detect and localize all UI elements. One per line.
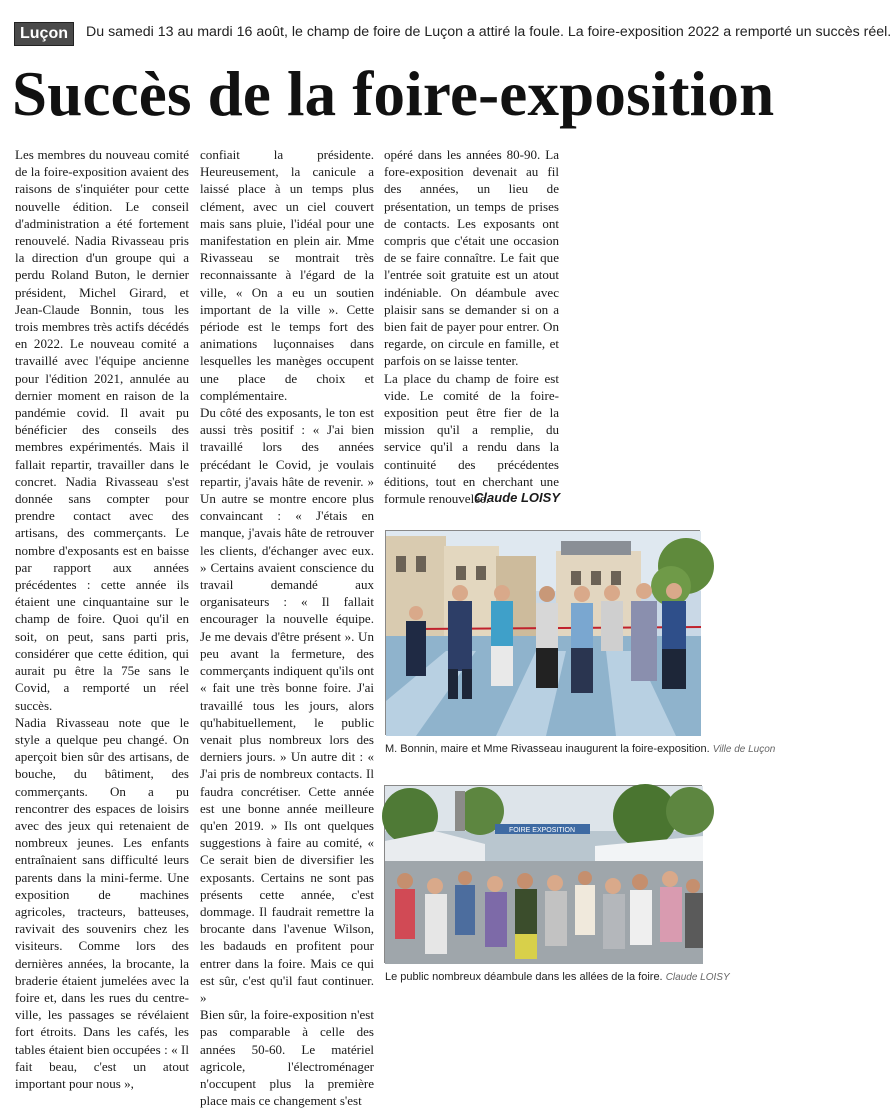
paragraph: opéré dans les années 80-90. La fore-exposition devenait au fil des années, un lieu de présentation, un temps de prises de contacts. Les exposants ont compris que c'était une occasion de se faire connaître. Le fait que l'entrée soit gratuite est un atout indéniable. On déambule avec plaisir sans se demander si on a bien fait de payer pour entrer. On regarde, on circule en famille, et parfois on se laisse tenter. — [384, 147, 559, 369]
paragraph: Du côté des exposants, le ton est aussi très positif : « J'ai bien travaillé lors des années précédant le Covid, je voulais repartir, j'avais hâte de revenir. » Un autre se montre encore plus convaincant : « J'étais en manque, j'avais hâte de retrouver les clients, d'échanger avec eux. » Certains avaient conscience du travail demandé aux organisateurs : « Il fallait encourager la nouvelle équipe. Je me devais d'être présent ». Un peu avant la fermeture, des commerçants indiquent qu'ils ont « fait une très bonne foire. J'ai travaillé tous les jours, alors qu'habituellement, le public venait plus nombreux lors des derniers jours. » Un autre dit : « J'ai pris de nombreux contacts. Il faudra concrétiser. Cette année est une bonne année meilleure qu'en 2019. » Ils ont quelques suggestions à faire au comité, « Ce serait bien de diversifier les exposants. Certains ne sont pas présents cette année, c'est dommage. Il faudrait remettre la brocante dans l'avenue Wilson, les badauds en profitent pour entrer dans la foire. Mais ce qui est sûr, c'est qu'il faut continuer. » — [200, 405, 374, 1005]
photo-crowd — [384, 785, 702, 963]
photo-inauguration-image — [386, 531, 701, 736]
caption-text: M. Bonnin, maire et Mme Rivasseau inaugurent la foire-exposition. — [385, 743, 710, 755]
headline: Succès de la foire-exposition — [12, 59, 775, 129]
paragraph: confiait la présidente. Heureusement, la canicule a laissé place à un temps plus clément, avec un ciel couvert mais sans pluie, l'idéal pour une manifestation en plein air. Mme Rivasseau se montrait très reconnaissante à l'égard de la ville, « On a eu un soutien important de la ville ». Cette période est le temps fort des animations luçonnaises dans lesquelles les manèges occupent une place de choix et complémentaire. — [200, 147, 374, 403]
paragraph: Les membres du nouveau comité de la foire-exposition avaient des raisons de s'inquiéter pour cette nouvelle édition. Le conseil d'administration a été fortement renouvelé. Nadia Rivasseau pris la direction d'un groupe qui a perdu Roland Buton, le dernier président, Michel Girard, et Jean-Claude Bonnin, tous les trois membres très actifs décédés en 2022. Le nouveau comité a travaillé avec l'équipe ancienne pour l'édition 2021, annulée au dernier moment en raison de la pandémie covid. Il avait pu bénéficier des conseils des membres expérimentés. Mais il fallait repartir, travailler dans le concret. Nadia Rivasseau s'est donnée sans compter pour prendre contact avec des artisans, des commerçants. Le nombre d'exposants est en baisse par rapport aux années précédentes : cette année ils étaient une cinquantaine sur le champ de foire. Quoi qu'il en soit, on peut, sans parti pris, considérer que cette édition, qui aurait pu être la 75e sans le Covid, a remporté un réel succès. — [15, 147, 189, 713]
paragraph: La place du champ de foire est vide. Le comité de la foire-exposition peut être fier de la mission qu'il a remplie, du service qu'il a rendu dans la continuité des précédentes éditions, tout en cherchant une formule renouvelée. — [384, 370, 559, 507]
banner-text: FOIRE EXPOSITION — [508, 827, 576, 834]
article-column-1 — [15, 146, 189, 1092]
caption-text: Le public nombreux déambule dans les allées de la foire. — [385, 971, 663, 983]
article-column-2 — [200, 146, 374, 1109]
photo-crowd-image — [385, 786, 703, 964]
photo-credit: Ville de Luçon — [712, 744, 776, 755]
photo-caption — [385, 971, 730, 983]
photo-credit: Claude LOISY — [665, 972, 730, 983]
paragraph: Nadia Rivasseau note que le style a quelque peu changé. On aperçoit bien sûr des artisans, de bouche, du bâtiment, des commerçants. On a pu rencontrer des espaces de loisirs avec des jeux qui retenaient de nombreux jeunes. Les enfants entraînaient sans difficulté leurs parents dans la mini-ferme. Une exposition de machines agricoles, tracteurs, batteuses, ravivait des souvenirs chez les visiteurs. Comme lors des dernières années, la brocante, la braderie étaient jumelées avec la foire et, dans les rues du centre-ville, les passages se révélaient fort étroits. Dans les cafés, les tables étaient bien occupées : « Il fait beau, c'est un atout important pour nous », — [15, 714, 189, 1091]
article-column-3 — [384, 146, 559, 507]
photo-caption — [385, 743, 775, 755]
section-kicker: Luçon — [14, 22, 74, 46]
photo-inauguration — [385, 530, 700, 735]
lede-text: Du samedi 13 au mardi 16 août, le champ de foire de Luçon a attiré la foule. La foire-exposition 2022 a remporté un succès réel. — [86, 24, 891, 40]
paragraph: Bien sûr, la foire-exposition n'est pas comparable à celle des années 50-60. Le matériel agricole, l'électroménager n'occupent plus la première place mais ce changement s'est — [200, 1007, 374, 1109]
author-signature: Claude LOISY — [474, 490, 560, 505]
